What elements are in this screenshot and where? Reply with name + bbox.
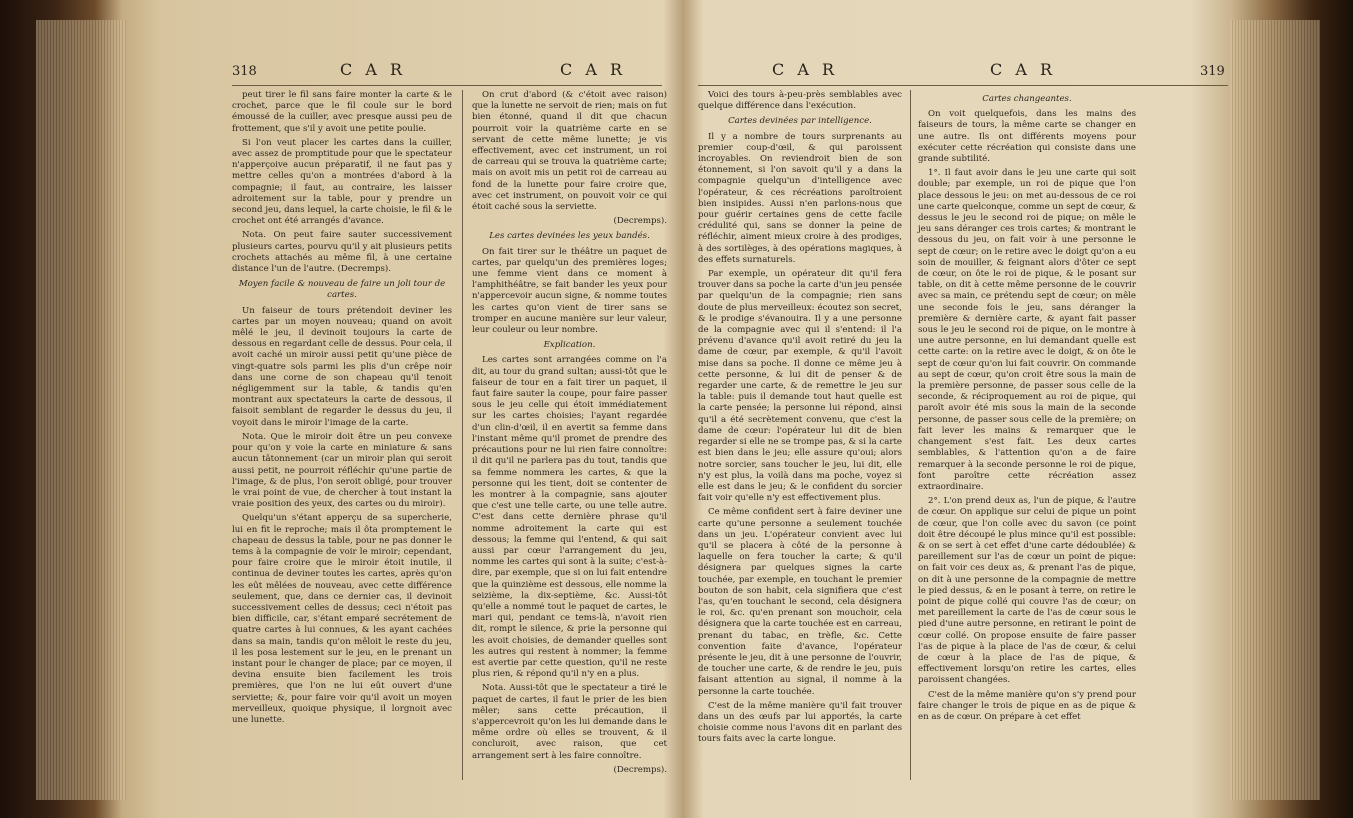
- paragraph: Ce même confident sert à faire deviner une carte qu'une personne a seulement touchée dans un jeu. L'opérateur convient avec lui qu'il se placera à côté de la personne à laquelle on fera toucher la carte; & qu'il désignera par quelques signes la carte touchée, par exemple, en touchant le premier bouton de son habit, cela signifiera que c'est l'as, qu'en touchant le second, cela désignera le roi, &c. qu'en prenant son mouchoir, cela désignera que la carte touchée est en carreau, prenant du tabac, en trèfle, &c. Cette convention faite d'avance, l'opérateur présente le jeu, dit à une personne de l'ouvrir, de toucher une carte, & de rendre le jeu, puis faisant attention au signal, il nomme à la personne la carte touchée.: [698, 507, 902, 697]
- column-rule-left: [462, 90, 463, 780]
- paragraph: On crut d'abord (& c'étoit avec raison) que la lunette ne servoit de rien; mais on fut bien étonné, quand il dit que chacun pourroit voir la quatrième carte en se servant de cette même lunette; je vis effectivement, avec cet instrument, un roi de carreau qui se trouva la quatrième carte; mais on avoit mis un petit roi de carreau au fond de la lunette pour faire croire que, avec cet instrument, on pouvoit voir ce qui étoit caché sous la serviette.: [472, 90, 667, 213]
- paragraph: C'est de la même manière qu'on s'y prend pour faire changer le trois de pique en as de pique & en as de cœur. On prépare à cet effet: [918, 689, 1136, 722]
- paragraph: Si l'on veut placer les cartes dans la cuiller, avec assez de promptitude pour que le spectateur n'apperçoive aucun préparatif, il ne faut pas y mettre celles qu'on a montrées d'abord à la compagnie; il faut, au contraire, les laisser adroitement sur la table, pour y prendre un second jeu, dans lequel, la carte choisie, le fil & le crochet ont été arrangés d'avance.: [232, 137, 452, 227]
- paragraph: Nota. Que le miroir doit être un peu convexe pour qu'on y voie la carte en miniature & sans aucun tâtonnement (car un miroir plan qui seroit aussi petit, ne pourroit réfléchir qu'une partie de l'image, & de plus, l'on seroit obligé, pour trouver le vrai point de vue, de chercher à tout instant la vraie position des yeux, des cartes ou du miroir).: [232, 431, 452, 510]
- left-page: [140, 30, 665, 800]
- section-heading: Cartes changeantes.: [982, 94, 1072, 104]
- paragraph: Nota. On peut faire sauter successivement plusieurs cartes, pourvu qu'il y ait plusieurs petits crochets attachés au même fil, à une certaine distance l'un de l'autre. (Decremps).: [232, 230, 452, 275]
- running-head-left-2: C A R: [560, 60, 627, 79]
- section-heading: Explication.: [543, 340, 596, 351]
- paragraph: 1°. Il faut avoir dans le jeu une carte qui soit double; par exemple, un roi de pique que l'on place dessous le jeu: on met au-dessous de ce roi une carte quelconque, comme un sept de cœur, & dessus le jeu le second roi de pique; on mêle le jeu sans déranger ces trois cartes; & montrant le dessous du jeu, on fait voir à une personne le sept de cœur; on le retire avec le doigt qu'on a eu soin de mouiller, & feignant alors d'ôter ce sept de cœur, on ôte le roi de pique, & le posant sur table, on dit à cette même personne de le couvrir avec sa main, ce prétendu sept de cœur; on mêle une seconde fois le jeu, sans déranger la première & dernière carte, & ayant fait passer sous le jeu le second roi de pique, on le montre à une autre personne, en lui demandant quelle est cette carte: on la retire avec le doigt, & on ôte le sept de cœur qu'on lui fait couvrir. On commande au sept de cœur, qu'on croit être sous la main de la première personne, de passer sous celle de la seconde, & réciproquement au roi de pique, qui paroît avoir été mis sous la main de la seconde personne, de passer sous celle de la première; on fait lever les mains & remarquer que le changement s'est fait. Les deux cartes semblables, & l'attention qu'on a de faire remarquer à la seconde personne le roi de pique, font paroître cette récréation assez extraordinaire.: [918, 168, 1137, 492]
- paragraph: Voici des tours à-peu-près semblables avec quelque différence dans l'exécution.: [698, 90, 902, 112]
- paragraph: C'est de la même manière qu'il fait trouver dans un des œufs par lui apportés, la carte choisie comme nous l'avons dit en parlant des tours faits avec la carte longue.: [698, 700, 902, 745]
- page-number-right: 319: [1200, 64, 1225, 79]
- right-column-1: [698, 90, 902, 749]
- section-heading: Les cartes devinées les yeux bandés.: [489, 231, 650, 242]
- paragraph: Un faiseur de tours prétendoit deviner les cartes par un moyen nouveau; quand on avoit mêlé le jeu, il devinoit toujours la carte de dessous en regardant celle de dessus. Pour cela, il avoit caché un miroir aussi petit qu'une pièce de vingt-quatre sols parmi les plis d'un crêpe noir dans une corne de son chapeau qu'il tenoit négligemment sur la table, & tandis qu'en montrant aux spectateurs la carte de dessous, il faisoit semblant de regarder le dessus du jeu, il voyoit dans le miroir l'image de la carte.: [232, 305, 452, 428]
- paragraph: 2°. L'on prend deux as, l'un de pique, & l'autre de cœur. On applique sur celui de pique un point de cœur, que l'on colle avec du savon (ce point doit être découpé le plus mince qu'il est possible: & on se sert à cet effet d'une carte dédoublée) & pareillement sur l'as de cœur un point de pique: on fait voir ces deux as, & prenant l'as de pique, on dit à une personne de la compagnie de mettre le pied dessus, & en le posant à terre, on retire le point de pique collé qui couvre l'as de cœur; on met pareillement la carte de l'as de cœur sous le pied d'une autre personne, en retirant le point de cœur collé. On propose ensuite de faire passer l'as de pique à la place de l'as de cœur, & celui de cœur à la place de l'as de pique, & effectivement lorsqu'on retire les cartes, elles paroissent changées.: [918, 496, 1136, 686]
- section-heading: Cartes devinées par intelligence.: [728, 116, 872, 127]
- running-head-right-2: C A R: [990, 60, 1057, 79]
- running-head-right-1: C A R: [772, 60, 839, 79]
- section-heading: Moyen facile & nouveau de faire un joli tour de cartes.: [238, 279, 446, 301]
- left-page-edges: [36, 20, 126, 800]
- paragraph: Les cartes sont arrangées comme on l'a dit, au tour du grand sultan; aussi-tôt que le faiseur de tour en a fait tirer un paquet, il faut faire sauter la coupe, pour faire passer sous le jeu celle qui étoit immédiatement sur les cartes choisies; l'ayant regardée d'un clin-d'œil, il en avertit sa femme dans l'instant même qu'il promet de prendre des précautions pour ne lui rien faire connoître: il dit qu'il ne parlera pas du tout, tandis que sa femme nommera les cartes, & que la personne qui les tient, doit se contenter de les montrer à la compagnie, sans ajouter que c'est une telle carte, ou une telle autre. C'est dans cette dernière phrase qu'il nomme adroitement la carte qui est dessous; la femme qui l'entend, & qui sait aussi par cœur l'arrangement du jeu, nomme les cartes qui sont à la suite; c'est-à-dire, par exemple, que si on lui fait entendre que la quinzième est dessous, elle nomme la seizième, la dix-septième, &c. Aussi-tôt qu'elle a nommé tout le paquet de cartes, le mari qui, pendant ce tems-là, n'avoit rien dit, rompt le silence, & prie la personne qui les avoit choisies, de demander quelles sont les autres qui restent à nommer; la femme est avertie par cette question, qu'il ne reste plus rien, & répond qu'il n'y en a plus.: [472, 355, 667, 680]
- attribution: (Decremps).: [613, 216, 667, 227]
- header-rule-right: [698, 85, 1228, 86]
- column-rule-right: [910, 90, 911, 780]
- right-column-2: [918, 90, 1136, 726]
- header-rule-left: [232, 85, 662, 86]
- paragraph: Il y a nombre de tours surprenants au premier coup-d'œil, & qui paroissent incroyables. On reviendroit bien de son étonnement, si l'on savoit qu'il y a dans la compagnie quelqu'un d'intelligence avec l'opérateur, & ces récréations paroîtroient bien insipides. Aussi n'en parlons-nous que pour guérir certaines gens de cette facile crédulité qui, sans se donner la peine de réfléchir, aiment mieux croire à des prodiges, à des sortilèges, à des opérations magiques, à des effets surnaturels.: [698, 131, 902, 265]
- page-number-left: 318: [232, 64, 257, 79]
- paragraph: Quelqu'un s'étant apperçu de sa supercherie, lui en fit le reproche; mais il ôta promptement le chapeau de dessus la table, pour ne pas donner le tems à la compagnie de voir le miroir; cependant, pour faire croire que le miroir étoit inutile, il continua de deviner toutes les cartes, après qu'on les eût mêlées de nouveau, avec cette différence seulement, que, dans ce dernier cas, il devinoit successivement celles de dessus; ceci n'étoit pas bien difficile, car, s'étant emparé secrétement de quatre cartes à lui connues, & les ayant cachées dans sa main, tandis qu'on mêloit le reste du jeu, il les posa lestement sur le jeu, en le prenant un instant pour le changer de place; par ce moyen, il devina ensuite bien facilement les trois premières, que l'on ne lui eût ouvert d'une serviette; &, pour faire voir qu'il avoit un moyen merveilleux, quoique physique, il lorgnoit avec une lunette.: [232, 513, 452, 725]
- paragraph: peut tirer le fil sans faire monter la carte & le crochet, parce que le fil coule sur le bord émoussé de la cuiller, avec presque aussi peu de frottement, que s'il y avoit une petite poulie.: [232, 90, 452, 134]
- right-page-edges: [1230, 20, 1320, 800]
- running-head-left-1: C A R: [340, 60, 407, 79]
- paragraph: Par exemple, un opérateur dit qu'il fera trouver dans sa poche la carte d'un jeu pensée par quelqu'un de la compagnie; rien sans doute de plus merveilleux: écoutez son secret, & le prodige s'évanouira. Il y a une personne de la compagnie avec qui il s'entend: il l'a prévenu d'avance qu'il avoit retiré du jeu la dame de cœur, par exemple, & qu'il l'avoit mise dans sa poche. Il donne ce même jeu à cette personne, & lui dit de penser & de regarder une carte, & de remettre le jeu sur la table: puis il demande tout haut quelle est la carte pensée; la personne lui répond, ainsi qu'il a été secrètement convenu, que c'est la dame de cœur: l'opérateur lui dit de bien regarder si elle ne se trompe pas, & si la carte est bien dans le jeu; elle assure qu'oui; alors notre sorcier, sans toucher le jeu, lui dit, elle n'y est plus, la voilà dans ma poche, voyez si elle est dans le jeu; & le confident du sorcier fait voir qu'elle n'y est effectivement plus.: [698, 269, 902, 504]
- paragraph: On voit quelquefois, dans les mains des faiseurs de tours, la même carte se changer en une autre. Ils ont différents moyens pour exécuter cette récréation qui consiste dans une grande subtilité.: [918, 109, 1136, 165]
- left-column-1: [232, 90, 452, 729]
- paragraph: Nota. Aussi-tôt que le spectateur a tiré le paquet de cartes, il faut le prier de les bien mêler; sans cette précaution, il s'appercevroit qu'on les lui demande dans le même ordre où elles se trouvent, & il concluroit, avec raison, que cet arrangement sert à les faire connoître.: [472, 683, 667, 761]
- attribution: (Decremps).: [613, 764, 667, 775]
- paragraph: On fait tirer sur le théâtre un paquet de cartes, par quelqu'un des premières loges; une femme vient dans ce moment à l'amphithéâtre, se fait bander les yeux pour n'appercevoir aucun signe, & nomme toutes les cartes qu'on vient de tirer sans se tromper en aucune manière sur leur valeur, leur couleur ou leur nombre.: [472, 246, 667, 336]
- right-page: [690, 30, 1230, 800]
- left-column-2: [472, 90, 667, 779]
